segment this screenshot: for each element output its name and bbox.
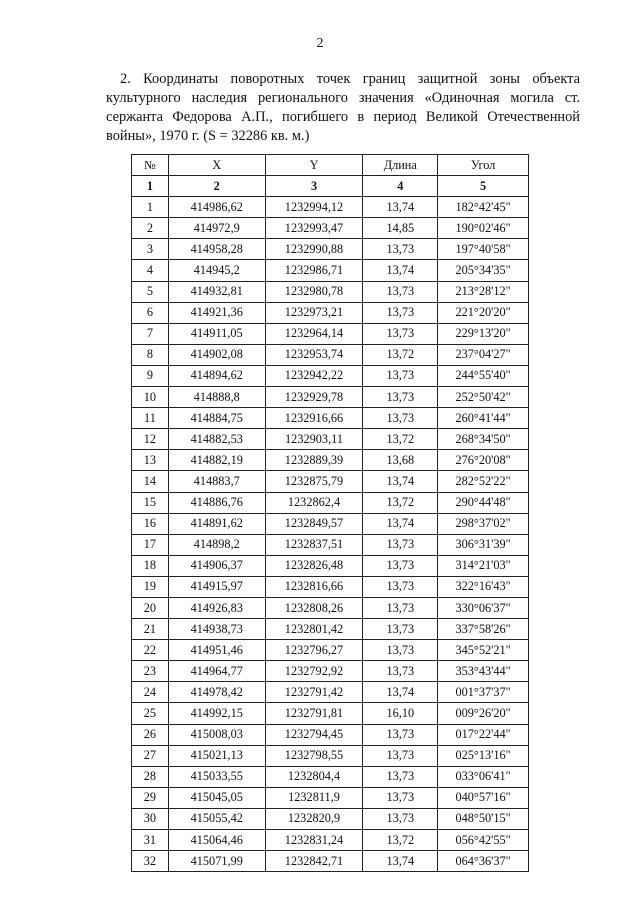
table-row bbox=[132, 218, 529, 239]
cell-x: 414906,37 bbox=[168, 555, 265, 576]
cell-length: 13,73 bbox=[363, 387, 438, 408]
cell-number: 32 bbox=[132, 851, 169, 872]
cell-number: 18 bbox=[132, 555, 169, 576]
cell-angle: 048°50'15" bbox=[438, 808, 529, 829]
cell-y: 1232849,57 bbox=[265, 513, 363, 534]
cell-y: 1232916,66 bbox=[265, 408, 363, 429]
cell-angle: 033°06'41" bbox=[438, 766, 529, 787]
cell-y: 1232804,4 bbox=[265, 766, 363, 787]
cell-x: 414882,53 bbox=[168, 429, 265, 450]
cell-length: 13,73 bbox=[363, 766, 438, 787]
cell-number: 25 bbox=[132, 703, 169, 724]
table-row bbox=[132, 344, 529, 365]
cell-y: 1232953,74 bbox=[265, 344, 363, 365]
cell-y: 1232973,21 bbox=[265, 302, 363, 323]
cell-x: 414986,62 bbox=[168, 197, 265, 218]
column-header-length: Длина bbox=[363, 155, 438, 176]
table-header-row bbox=[132, 155, 529, 176]
cell-number: 5 bbox=[132, 281, 169, 302]
cell-length: 13,73 bbox=[363, 787, 438, 808]
table-row bbox=[132, 429, 529, 450]
cell-length: 13,73 bbox=[363, 745, 438, 766]
cell-x: 415033,55 bbox=[168, 766, 265, 787]
cell-y: 1232794,45 bbox=[265, 724, 363, 745]
cell-x: 414894,62 bbox=[168, 365, 265, 386]
cell-number: 11 bbox=[132, 408, 169, 429]
cell-y: 1232986,71 bbox=[265, 260, 363, 281]
cell-number: 23 bbox=[132, 661, 169, 682]
table-row bbox=[132, 787, 529, 808]
table-row bbox=[132, 492, 529, 513]
table-row bbox=[132, 703, 529, 724]
cell-y: 1232964,14 bbox=[265, 323, 363, 344]
cell-x: 414945,2 bbox=[168, 260, 265, 281]
cell-x: 414882,19 bbox=[168, 450, 265, 471]
cell-y: 1232994,12 bbox=[265, 197, 363, 218]
cell-x: 414932,81 bbox=[168, 281, 265, 302]
cell-angle: 237°04'27" bbox=[438, 344, 529, 365]
cell-length: 13,74 bbox=[363, 197, 438, 218]
cell-length: 13,74 bbox=[363, 513, 438, 534]
cell-length: 13,73 bbox=[363, 808, 438, 829]
cell-y: 1232889,39 bbox=[265, 450, 363, 471]
cell-number: 2 bbox=[132, 218, 169, 239]
cell-x: 414978,42 bbox=[168, 682, 265, 703]
cell-angle: 182°42'45" bbox=[438, 197, 529, 218]
table-row bbox=[132, 766, 529, 787]
cell-x: 414902,08 bbox=[168, 344, 265, 365]
cell-angle: 213°28'12" bbox=[438, 281, 529, 302]
cell-x: 415064,46 bbox=[168, 830, 265, 851]
table-row bbox=[132, 661, 529, 682]
cell-y: 1232837,51 bbox=[265, 534, 363, 555]
cell-angle: 290°44'48" bbox=[438, 492, 529, 513]
cell-y: 1232980,78 bbox=[265, 281, 363, 302]
cell-number: 6 bbox=[132, 302, 169, 323]
cell-length: 13,72 bbox=[363, 830, 438, 851]
cell-number: 31 bbox=[132, 830, 169, 851]
cell-length: 16,10 bbox=[363, 703, 438, 724]
cell-x: 414888,8 bbox=[168, 387, 265, 408]
cell-angle: 298°37'02" bbox=[438, 513, 529, 534]
cell-x: 414883,7 bbox=[168, 471, 265, 492]
cell-x: 414886,76 bbox=[168, 492, 265, 513]
cell-length: 13,73 bbox=[363, 576, 438, 597]
cell-x: 414951,46 bbox=[168, 640, 265, 661]
cell-x: 414884,75 bbox=[168, 408, 265, 429]
cell-angle: 353°43'44" bbox=[438, 661, 529, 682]
table-row bbox=[132, 239, 529, 260]
cell-length: 13,72 bbox=[363, 429, 438, 450]
cell-number: 20 bbox=[132, 597, 169, 618]
cell-y: 1232831,24 bbox=[265, 830, 363, 851]
cell-angle: 260°41'44" bbox=[438, 408, 529, 429]
cell-angle: 229°13'20" bbox=[438, 323, 529, 344]
cell-angle: 330°06'37" bbox=[438, 597, 529, 618]
cell-number: 30 bbox=[132, 808, 169, 829]
table-row bbox=[132, 260, 529, 281]
table-row bbox=[132, 619, 529, 640]
cell-x: 414915,97 bbox=[168, 576, 265, 597]
cell-x: 414972,9 bbox=[168, 218, 265, 239]
column-number: 4 bbox=[363, 176, 438, 197]
cell-length: 13,73 bbox=[363, 302, 438, 323]
cell-number: 17 bbox=[132, 534, 169, 555]
table-row bbox=[132, 597, 529, 618]
column-number: 2 bbox=[168, 176, 265, 197]
cell-number: 24 bbox=[132, 682, 169, 703]
cell-angle: 197°40'58" bbox=[438, 239, 529, 260]
cell-angle: 064°36'37" bbox=[438, 851, 529, 872]
cell-length: 13,73 bbox=[363, 619, 438, 640]
table-row bbox=[132, 534, 529, 555]
cell-length: 13,73 bbox=[363, 597, 438, 618]
cell-number: 10 bbox=[132, 387, 169, 408]
cell-length: 13,68 bbox=[363, 450, 438, 471]
cell-angle: 268°34'50" bbox=[438, 429, 529, 450]
cell-angle: 252°50'42" bbox=[438, 387, 529, 408]
document-heading bbox=[106, 70, 580, 146]
cell-y: 1232811,9 bbox=[265, 787, 363, 808]
table-row bbox=[132, 682, 529, 703]
column-header-x: X bbox=[168, 155, 265, 176]
cell-number: 22 bbox=[132, 640, 169, 661]
cell-x: 414921,36 bbox=[168, 302, 265, 323]
column-header-y: Y bbox=[265, 155, 363, 176]
cell-y: 1232791,42 bbox=[265, 682, 363, 703]
cell-y: 1232801,42 bbox=[265, 619, 363, 640]
cell-length: 13,73 bbox=[363, 365, 438, 386]
table-row bbox=[132, 281, 529, 302]
cell-x: 415021,13 bbox=[168, 745, 265, 766]
cell-y: 1232942,22 bbox=[265, 365, 363, 386]
cell-x: 414898,2 bbox=[168, 534, 265, 555]
cell-angle: 276°20'08" bbox=[438, 450, 529, 471]
cell-y: 1232816,66 bbox=[265, 576, 363, 597]
cell-y: 1232820,9 bbox=[265, 808, 363, 829]
cell-number: 3 bbox=[132, 239, 169, 260]
cell-x: 414958,28 bbox=[168, 239, 265, 260]
coordinates-table bbox=[131, 154, 529, 872]
cell-x: 414926,83 bbox=[168, 597, 265, 618]
cell-length: 13,73 bbox=[363, 724, 438, 745]
cell-y: 1232826,48 bbox=[265, 555, 363, 576]
cell-y: 1232862,4 bbox=[265, 492, 363, 513]
cell-y: 1232808,26 bbox=[265, 597, 363, 618]
table-row bbox=[132, 724, 529, 745]
cell-angle: 282°52'22" bbox=[438, 471, 529, 492]
cell-length: 13,73 bbox=[363, 534, 438, 555]
cell-length: 13,73 bbox=[363, 281, 438, 302]
table-row bbox=[132, 640, 529, 661]
cell-y: 1232875,79 bbox=[265, 471, 363, 492]
cell-angle: 017°22'44" bbox=[438, 724, 529, 745]
cell-y: 1232798,55 bbox=[265, 745, 363, 766]
cell-number: 14 bbox=[132, 471, 169, 492]
cell-length: 13,73 bbox=[363, 555, 438, 576]
cell-angle: 345°52'21" bbox=[438, 640, 529, 661]
cell-number: 1 bbox=[132, 197, 169, 218]
cell-angle: 190°02'46" bbox=[438, 218, 529, 239]
table-row bbox=[132, 576, 529, 597]
table-row bbox=[132, 808, 529, 829]
cell-number: 21 bbox=[132, 619, 169, 640]
cell-number: 19 bbox=[132, 576, 169, 597]
cell-number: 27 bbox=[132, 745, 169, 766]
cell-x: 414891,62 bbox=[168, 513, 265, 534]
column-number: 3 bbox=[265, 176, 363, 197]
table-row bbox=[132, 513, 529, 534]
table-row bbox=[132, 408, 529, 429]
cell-number: 4 bbox=[132, 260, 169, 281]
cell-angle: 040°57'16" bbox=[438, 787, 529, 808]
table-row bbox=[132, 450, 529, 471]
table-row bbox=[132, 555, 529, 576]
cell-y: 1232792,92 bbox=[265, 661, 363, 682]
heading-text: 2. Координаты поворотных точек границ защитной зоны объекта культурного наследия регионального значения «Одиночная могила ст. сержанта Федорова А.П., погибшего в период Великой Отечественной войны», 1970 г. (S = 32286 кв. м.) bbox=[106, 71, 580, 144]
cell-angle: 337°58'26" bbox=[438, 619, 529, 640]
cell-angle: 306°31'39" bbox=[438, 534, 529, 555]
cell-length: 13,73 bbox=[363, 323, 438, 344]
page-number: 2 bbox=[316, 36, 324, 51]
cell-angle: 025°13'16" bbox=[438, 745, 529, 766]
column-number: 5 bbox=[438, 176, 529, 197]
column-header-number: № bbox=[132, 155, 169, 176]
cell-y: 1232929,78 bbox=[265, 387, 363, 408]
cell-number: 12 bbox=[132, 429, 169, 450]
cell-y: 1232842,71 bbox=[265, 851, 363, 872]
cell-x: 414992,15 bbox=[168, 703, 265, 724]
cell-number: 29 bbox=[132, 787, 169, 808]
cell-length: 13,74 bbox=[363, 471, 438, 492]
cell-length: 14,85 bbox=[363, 218, 438, 239]
table-row bbox=[132, 471, 529, 492]
cell-y: 1232903,11 bbox=[265, 429, 363, 450]
cell-angle: 244°55'40" bbox=[438, 365, 529, 386]
cell-length: 13,72 bbox=[363, 492, 438, 513]
cell-number: 8 bbox=[132, 344, 169, 365]
cell-x: 414964,77 bbox=[168, 661, 265, 682]
cell-y: 1232993,47 bbox=[265, 218, 363, 239]
cell-angle: 314°21'03" bbox=[438, 555, 529, 576]
table-body bbox=[132, 197, 529, 872]
cell-x: 415045,05 bbox=[168, 787, 265, 808]
cell-angle: 001°37'37" bbox=[438, 682, 529, 703]
cell-x: 414938,73 bbox=[168, 619, 265, 640]
cell-length: 13,73 bbox=[363, 408, 438, 429]
cell-angle: 056°42'55" bbox=[438, 830, 529, 851]
cell-x: 414911,05 bbox=[168, 323, 265, 344]
cell-length: 13,73 bbox=[363, 640, 438, 661]
cell-length: 13,72 bbox=[363, 344, 438, 365]
cell-number: 26 bbox=[132, 724, 169, 745]
cell-angle: 221°20'20" bbox=[438, 302, 529, 323]
cell-angle: 009°26'20" bbox=[438, 703, 529, 724]
cell-number: 16 bbox=[132, 513, 169, 534]
table-row bbox=[132, 365, 529, 386]
table-row bbox=[132, 323, 529, 344]
table-row bbox=[132, 387, 529, 408]
column-number: 1 bbox=[132, 176, 169, 197]
cell-x: 415071,99 bbox=[168, 851, 265, 872]
cell-y: 1232990,88 bbox=[265, 239, 363, 260]
table-row bbox=[132, 745, 529, 766]
cell-length: 13,73 bbox=[363, 239, 438, 260]
table-row bbox=[132, 851, 529, 872]
cell-number: 13 bbox=[132, 450, 169, 471]
column-header-angle: Угол bbox=[438, 155, 529, 176]
cell-length: 13,74 bbox=[363, 682, 438, 703]
table-row bbox=[132, 197, 529, 218]
cell-length: 13,73 bbox=[363, 661, 438, 682]
cell-y: 1232791,81 bbox=[265, 703, 363, 724]
cell-length: 13,74 bbox=[363, 851, 438, 872]
cell-number: 9 bbox=[132, 365, 169, 386]
table-row bbox=[132, 830, 529, 851]
cell-angle: 205°34'35" bbox=[438, 260, 529, 281]
cell-length: 13,74 bbox=[363, 260, 438, 281]
cell-x: 415055,42 bbox=[168, 808, 265, 829]
cell-x: 415008,03 bbox=[168, 724, 265, 745]
column-number-row bbox=[132, 176, 529, 197]
cell-angle: 322°16'43" bbox=[438, 576, 529, 597]
cell-number: 28 bbox=[132, 766, 169, 787]
table-row bbox=[132, 302, 529, 323]
cell-y: 1232796,27 bbox=[265, 640, 363, 661]
cell-number: 7 bbox=[132, 323, 169, 344]
cell-number: 15 bbox=[132, 492, 169, 513]
